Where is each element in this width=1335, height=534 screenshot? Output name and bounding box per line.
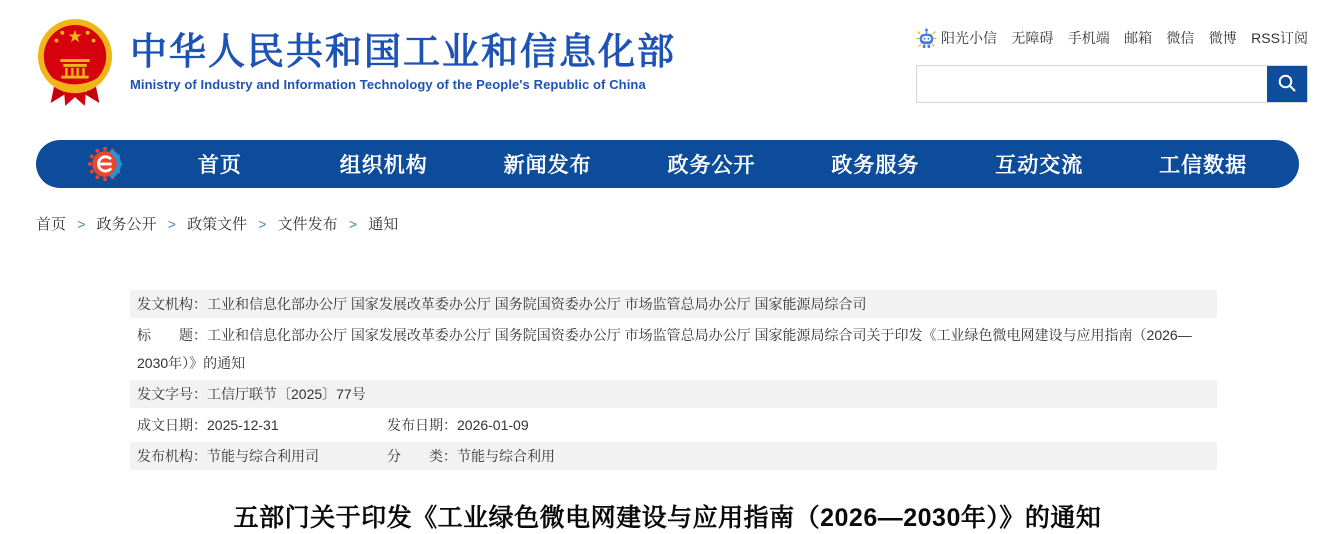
meta-label: 分 类： — [387, 448, 457, 464]
meta-value: 工业和信息化部办公厅 国家发展改革委办公厅 国务院国资委办公厅 市场监管总局办公厅 国家能源局综合司 — [207, 296, 867, 312]
quick-link-mobile[interactable]: 手机端 — [1067, 30, 1110, 46]
meta-label: 发布日期： — [387, 417, 457, 433]
quick-links — [916, 27, 1308, 49]
breadcrumb-separator: > — [167, 216, 176, 232]
nav-item-gov-disclosure[interactable]: 政务公开 — [667, 154, 756, 177]
nav-item-home[interactable]: 首页 — [197, 154, 242, 177]
quick-link-label: 阳光小信 — [941, 30, 997, 46]
quick-link-accessibility[interactable]: 无障碍 — [1011, 30, 1054, 46]
miit-gear-logo-icon — [86, 145, 124, 183]
document-meta-table — [130, 290, 1217, 470]
meta-label: 成文日期： — [137, 417, 207, 433]
site-title: 中华人民共和国工业和信息化部 — [130, 30, 676, 72]
meta-label: 发布机构： — [137, 448, 207, 464]
article-title: 五部门关于印发《工业绿色微电网建设与应用指南（2026—2030年）》的通知 — [233, 504, 1102, 532]
nav-items — [138, 149, 1285, 179]
breadcrumb-document-release[interactable]: 文件发布 — [277, 216, 338, 233]
breadcrumb-separator: > — [348, 216, 358, 232]
nav-item-organization[interactable]: 组织机构 — [339, 154, 428, 177]
quick-link-sunshine-assistant[interactable] — [916, 27, 997, 50]
main-nav — [36, 140, 1299, 188]
meta-col-publisher — [137, 442, 387, 470]
nav-item-miit-data[interactable]: 工信数据 — [1159, 154, 1248, 177]
quick-link-mail[interactable]: 邮箱 — [1124, 30, 1153, 46]
quick-link-rss[interactable]: RSS订阅 — [1251, 30, 1308, 46]
meta-value: 2025-12-31 — [207, 417, 279, 433]
brand-text — [130, 32, 676, 93]
search-bar — [916, 65, 1308, 103]
site-subtitle-en: Ministry of Industry and Information Technology of the People's Republic of China — [130, 77, 646, 93]
nav-item-interaction[interactable]: 互动交流 — [995, 154, 1084, 177]
meta-col-publish-date — [387, 417, 529, 433]
breadcrumb-gov-disclosure[interactable]: 政务公开 — [96, 216, 157, 233]
meta-value: 2026-01-09 — [457, 417, 529, 433]
meta-col-written-date — [137, 411, 387, 439]
breadcrumb — [36, 213, 1299, 234]
meta-row-title — [130, 321, 1217, 377]
breadcrumb-home[interactable]: 首页 — [36, 216, 67, 233]
header-right — [916, 14, 1308, 103]
meta-value: 节能与综合利用司 — [207, 448, 319, 464]
breadcrumb-policy-documents[interactable]: 政策文件 — [187, 216, 248, 233]
meta-value: 工业和信息化部办公厅 国家发展改革委办公厅 国务院国资委办公厅 市场监管总局办公厅 国家能源局综合司关于印发《工业绿色微电网建设与应用指南（2026—2030年）》的通知 — [137, 327, 1192, 371]
nav-item-gov-services[interactable]: 政务服务 — [831, 154, 920, 177]
national-emblem-icon — [36, 14, 114, 110]
search-icon — [1276, 72, 1298, 97]
meta-value: 节能与综合利用 — [457, 448, 555, 464]
quick-link-wechat[interactable]: 微信 — [1166, 30, 1195, 46]
quick-link-weibo[interactable]: 微博 — [1208, 30, 1237, 46]
meta-row-document-number — [130, 380, 1217, 408]
meta-row-dates — [130, 411, 1217, 439]
site-brand[interactable] — [36, 14, 676, 110]
meta-label: 发文字号： — [137, 386, 207, 402]
breadcrumb-separator: > — [77, 216, 86, 232]
search-input[interactable] — [917, 66, 1267, 102]
meta-label: 发文机构： — [137, 296, 207, 312]
meta-row-issuing-agency — [130, 290, 1217, 318]
meta-col-category — [387, 448, 555, 464]
meta-value: 工信厅联节〔2025〕77号 — [207, 386, 366, 402]
site-header — [0, 0, 1335, 126]
nav-item-news[interactable]: 新闻发布 — [503, 154, 592, 177]
meta-row-publisher-category — [130, 442, 1217, 470]
search-button[interactable] — [1267, 66, 1307, 102]
meta-label: 标 题： — [137, 327, 207, 343]
breadcrumb-separator: > — [258, 216, 267, 232]
robot-mascot-icon — [916, 27, 937, 50]
breadcrumb-notice[interactable]: 通知 — [368, 216, 399, 233]
